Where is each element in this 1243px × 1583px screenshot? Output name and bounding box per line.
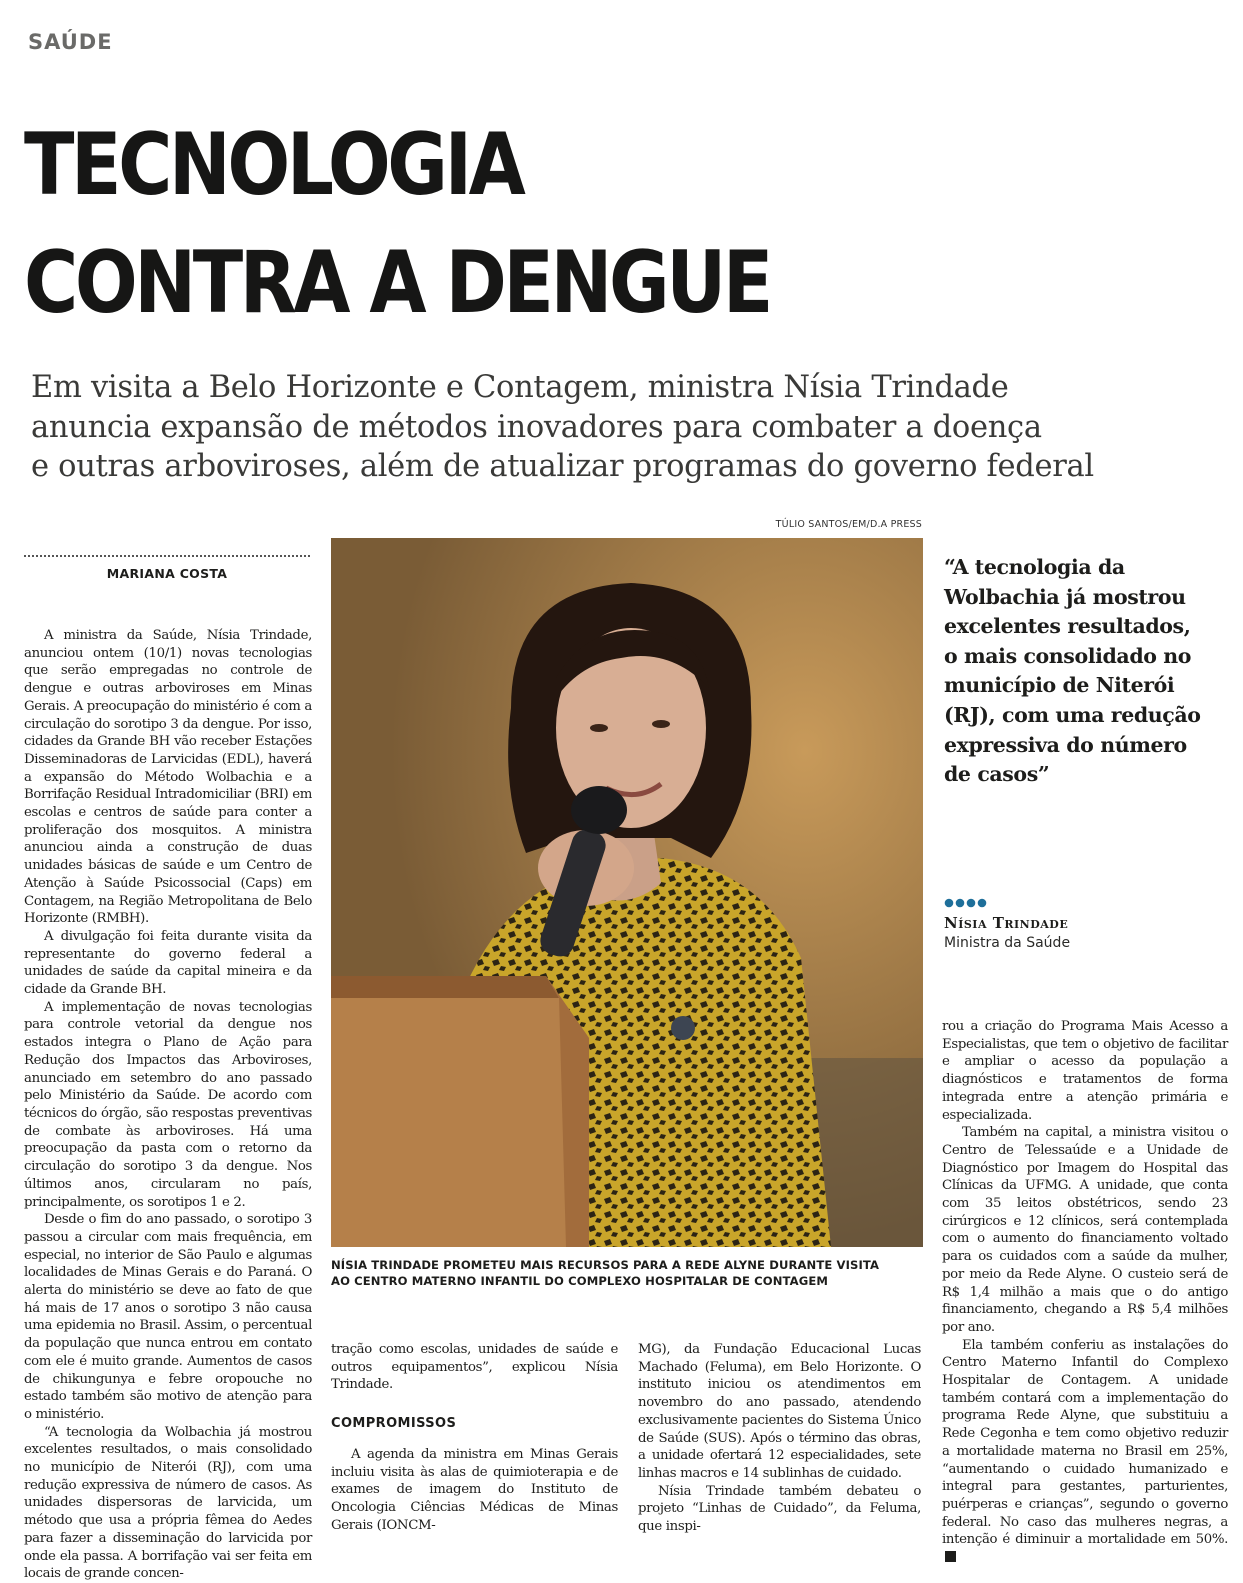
body-paragraph: A implementação de novas tecnologias para controle vetorial da dengue nos estados integra o Plano de Ação para Redução dos Impactos das Arboviroses, anunciado em setembro do ano passado pelo Ministério da Saúde. De acordo com técnicos do órgão, são respostas preventivas de combate às arboviroses. Há uma preocupação da pasta com o retorno da circulação do sorotipo 3 da dengue. Nos últimos anos, circularam no país, principalmente, os sorotipos 1 e 2. (24, 999, 312, 1210)
caption-line-1: NÍSIA TRINDADE PROMETEU MAIS RECURSOS PARA A REDE ALYNE DURANTE VISITA (331, 1258, 880, 1272)
body-column-3 (638, 1341, 921, 1535)
pull-quote: “A tecnologia da Wolbachia já mostrou excelentes resultados, o mais consolidado no município de Niterói (RJ), com uma redução expressiva do número de casos” (944, 555, 1201, 787)
body-paragraph: Nísia Trindade também debateu o projeto “Linhas de Cuidado”, da Feluma, que inspi- (638, 1483, 921, 1535)
body-paragraph: A ministra da Saúde, Nísia Trindade, anunciou ontem (10/1) novas tecnologias que serão empregadas no controle de dengue e outras arboviroses em Minas Gerais. A preocupação do ministério é com a circulação do sorotipo 3 da dengue. Por isso, cidades da Grande BH vão receber Estações Disseminadoras de Larvicidas (EDL), haverá a expansão do Método Wolbachia e a Borrifação Residual Intradomiciliar (BRI) em escolas e centros de saúde para conter a proliferação dos mosquitos. A ministra anunciou ainda a construção de duas unidades básicas de saúde e um Centro de Atenção à Saúde Psicossocial (Caps) em Contagem, na Região Metropolitana de Belo Horizonte (RMBH). (24, 628, 312, 927)
body-column-1 (24, 627, 312, 1582)
quote-dots-icon (944, 898, 994, 908)
body-paragraph: tração como escolas, unidades de saúde e outros equipamentos”, explicou Nísia Trindade. (331, 1342, 618, 1393)
body-paragraph: “A tecnologia da Wolbachia já mostrou excelentes resultados, o mais consolidado no município de Niterói (RJ), com uma redução expressiva de número de casos. As unidades dispersoras de larvicida, um método que usa a própria fêmea do Aedes para fazer a disseminação do larvicida por onde ela passa. A borrifação vai ser feita em locais de grande concen- (24, 1424, 312, 1582)
body-column-4 (942, 1018, 1228, 1567)
photo-illustration (331, 538, 923, 1247)
deck (31, 368, 1131, 487)
photo-caption (331, 1257, 931, 1289)
body-column-2-top (331, 1341, 618, 1394)
quote-speaker-role: Ministra da Saúde (944, 935, 1071, 951)
headline-line-1: TECNOLOGIA (24, 115, 523, 215)
article-photo (331, 538, 923, 1247)
body-paragraph: A divulgação foi feita durante visita da representante do governo federal a unidades de saúde da capital mineira e da cidade da Grande BH. (24, 928, 312, 998)
section-label: SAÚDE (28, 30, 113, 54)
headline (24, 106, 884, 342)
headline-line-2: CONTRA A DENGUE (24, 233, 770, 333)
body-paragraph: rou a criação do Programa Mais Acesso a Especialistas, que tem o objetivo de facilitar e ampliar o acesso da população a diagnósticos e tratamentos de forma integrada entre a atenção primária e especializada. (942, 1019, 1228, 1123)
caption-line-2: AO CENTRO MATERNO INFANTIL DO COMPLEXO HOSPITALAR DE CONTAGEM (331, 1274, 828, 1288)
deck-line-3: e outras arboviroses, além de atualizar programas do governo federal (31, 449, 1094, 484)
body-column-2-bottom (331, 1446, 618, 1532)
byline: MARIANA COSTA (24, 555, 310, 581)
body-paragraph: MG), da Fundação Educacional Lucas Machado (Feluma), em Belo Horizonte. O instituto iniciou os atendimentos em novembro do ano passado, atendendo exclusivamente pacientes do Sistema Único de Saúde (SUS). Após o término das obras, a unidade ofertará 12 especialidades, sete linhas macros e 14 sublinhas de cuidado. (638, 1342, 921, 1481)
deck-line-2: anuncia expansão de métodos inovadores para combater a doença (31, 409, 1042, 445)
body-paragraph: Desde o fim do ano passado, o sorotipo 3 passou a circular com mais frequência, em especial, no interior de São Paulo e algumas localidades de Minas Gerais e do Paraná. O alerta do ministério se deve ao fato de que há mais de 17 anos o sorotipo 3 não causa uma epidemia no Brasil. Assim, o percentual da população que nunca entrou em contato com ele é muito grande. Aumentos de casos de chikungunya e febre oropouche no estado também são motivo de atenção para o ministério. (24, 1212, 312, 1422)
photo-credit: TÚLIO SANTOS/EM/D.A PRESS (775, 519, 922, 530)
body-paragraph: A agenda da ministra em Minas Gerais incluiu visita às alas de quimioterapia e de exames de imagem do Instituto de Oncologia Ciências Médicas de Minas Gerais (IONCM- (331, 1447, 618, 1533)
body-paragraph (942, 1337, 1228, 1567)
body-paragraph: Também na capital, a ministra visitou o Centro de Telessaúde e a Unidade de Diagnóstico por Imagem do Hospital das Clínicas da UFMG. A unidade, que conta com 35 leitos obstétricos, sendo 23 cirúrgicos e 12 clínicos, será contemplada com o aumento do financiamento voltado para os cuidados com a saúde da mulher, por meio da Rede Alyne. O custeio será de R$ 1,4 milhão a mais que o do antigo financiamento, chegando a R$ 5,4 milhões por ano. (942, 1125, 1228, 1335)
subhead: COMPROMISSOS (331, 1416, 457, 1431)
body-paragraph-text: Ela também conferiu as instalações do Centro Materno Infantil do Complexo Hospitalar de Contagem. A unidade também contará com a implementação do programa Rede Alyne, que substituiu a Rede Cegonha e tem como objetivo reduzir a mortalidade materna no Brasil em 25%, “aumentando o cuidado humanizado e integral para gestantes, parturientes, puérperas e crianças”, segundo o governo federal. No caso das mulheres negras, a intenção é diminuir a mortalidade em 50%. (942, 1337, 1228, 1548)
deck-line-1: Em visita a Belo Horizonte e Contagem, ministra Nísia Trindade (31, 370, 1009, 405)
quote-speaker: Nísia Trindade (944, 914, 1069, 932)
end-of-article-icon (945, 1551, 956, 1562)
